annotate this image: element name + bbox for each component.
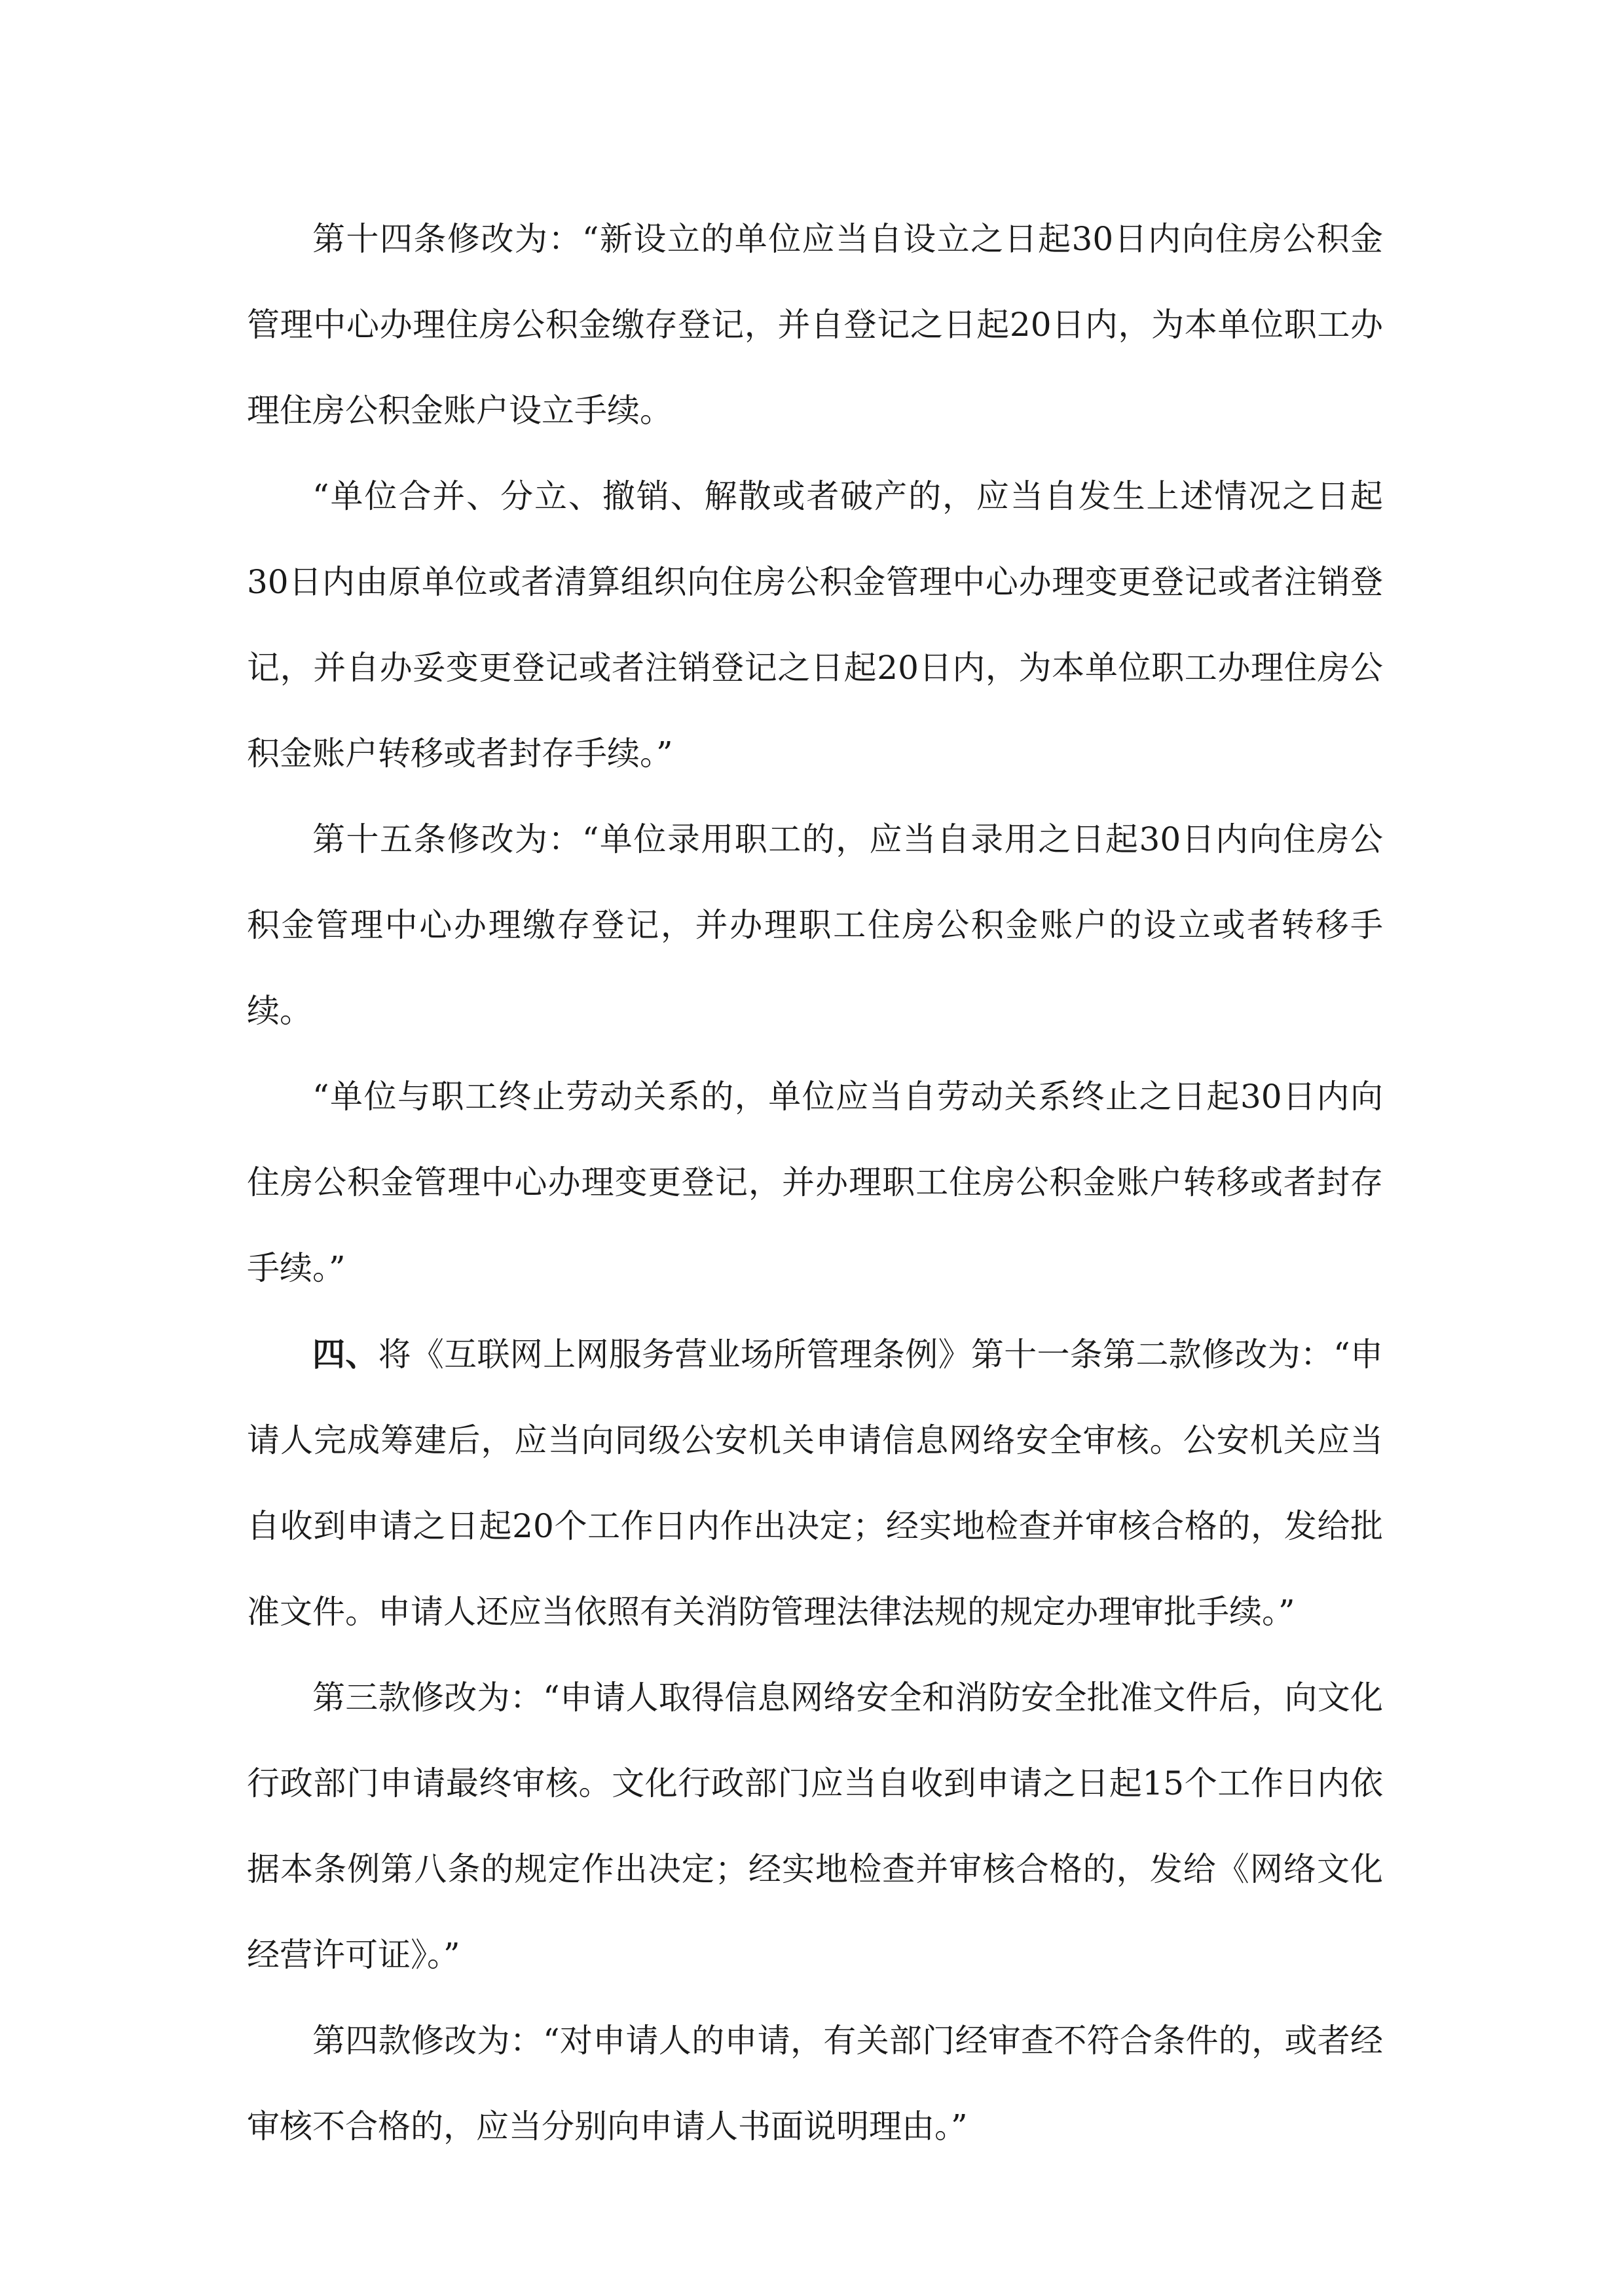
paragraph-article-14-clause-2 <box>247 454 1383 797</box>
document-body <box>247 196 1383 2170</box>
paragraph-article-15-clause-2 <box>247 1054 1383 1311</box>
paragraph-clause-3 <box>247 1655 1383 1998</box>
paragraph-item-4 <box>247 1311 1383 1655</box>
paragraph-article-15 <box>247 797 1383 1054</box>
item-number-lead: 四、 <box>312 1335 378 1374</box>
paragraph-article-14 <box>247 196 1383 454</box>
paragraph-text: 第四款修改为：“对申请人的申请，有关部门经审查不符合条件的，或者经审核不合格的，应当分别向申请人书面说明理由。” <box>247 2022 1383 2145</box>
paragraph-text: “单位合并、分立、撤销、解散或者破产的，应当自发生上述情况之日起30日内由原单位或者清算组织向住房公积金管理中心办理变更登记或者注销登记，并自办妥变更登记或者注销登记之日起20日内，为本单位职工办理住房公积金账户转移或者封存手续。” <box>247 477 1383 773</box>
paragraph-text: 第十五条修改为：“单位录用职工的，应当自录用之日起30日内向住房公积金管理中心办理缴存登记，并办理职工住房公积金账户的设立或者转移手续。 <box>247 820 1383 1030</box>
paragraph-text: “单位与职工终止劳动关系的，单位应当自劳动关系终止之日起30日内向住房公积金管理中心办理变更登记，并办理职工住房公积金账户转移或者封存手续。” <box>247 1078 1383 1287</box>
paragraph-clause-4 <box>247 1998 1383 2170</box>
paragraph-text: 第三款修改为：“申请人取得信息网络安全和消防安全批准文件后，向文化行政部门申请最终审核。文化行政部门应当自收到申请之日起15个工作日内依据本条例第八条的规定作出决定；经实地检查并审核合格的，发给《网络文化经营许可证》。” <box>247 1679 1383 1974</box>
paragraph-text: 第十四条修改为：“新设立的单位应当自设立之日起30日内向住房公积金管理中心办理住房公积金缴存登记，并自登记之日起20日内，为本单位职工办理住房公积金账户设立手续。 <box>247 220 1383 429</box>
paragraph-text: 将《互联网上网服务营业场所管理条例》第十一条第二款修改为：“申请人完成筹建后，应当向同级公安机关申请信息网络安全审核。公安机关应当自收到申请之日起20个工作日内作出决定；经实地检查并审核合格的，发给批准文件。申请人还应当依照有关消防管理法律法规的规定办理审批手续。” <box>247 1336 1384 1631</box>
